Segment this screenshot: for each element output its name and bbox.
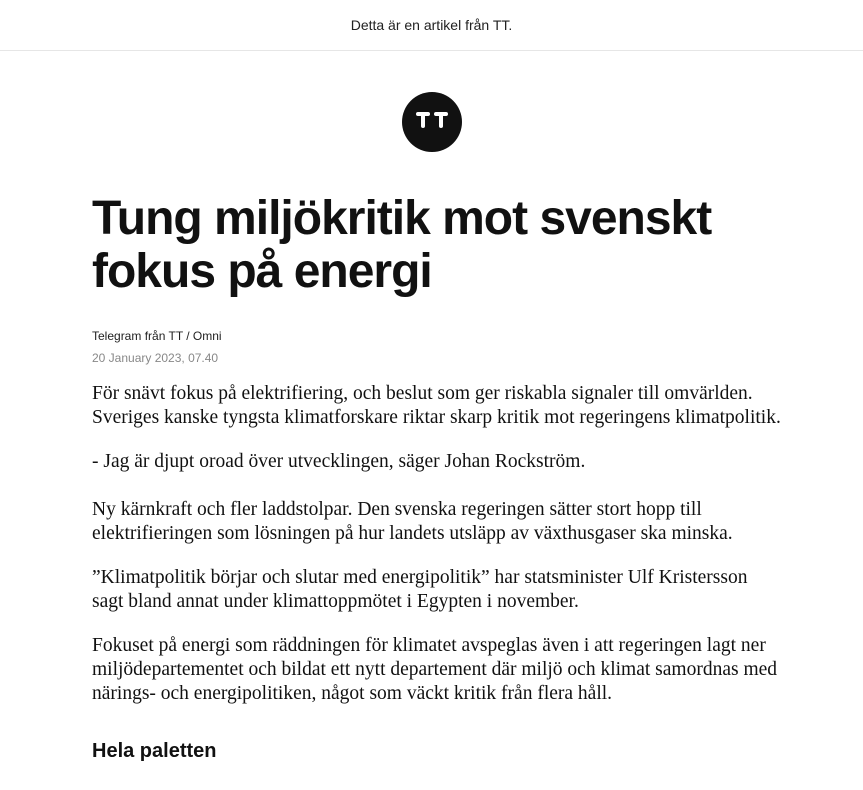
body-paragraph: ”Klimatpolitik börjar och slutar med energipolitik” har statsminister Ulf Kristersson sagt bland annat under klimattoppmötet i Egypten i november. <box>92 567 748 612</box>
publisher-logo[interactable] <box>402 92 462 152</box>
source-notice-bar <box>0 0 863 51</box>
source-notice: Detta är en artikel från TT. <box>350 17 513 33</box>
article-lead <box>92 382 782 474</box>
article-body <box>92 498 782 706</box>
section-heading: Hela paletten <box>92 740 217 762</box>
body-paragraph: Fokuset på energi som räddningen för klimatet avspeglas även i att regeringen lagt ner miljödepartementet och bildat ett nytt departement där miljö och klimat samordnas med närings- och energipolitiken, något som väckt kritik från flera håll. <box>92 635 778 704</box>
article-date: 20 January 2023, 07.40 <box>92 351 219 365</box>
lead-paragraph: För snävt fokus på elektrifiering, och beslut som ger riskabla signaler till omvärlden. Sveriges kanske tyngsta klimatforskare riktar skarp kritik mot regeringens klimatpolitik. <box>92 383 781 428</box>
article <box>92 192 782 763</box>
article-title: Tung miljökritik mot svenskt fokus på energi <box>92 192 712 298</box>
article-byline[interactable]: Telegram från TT / Omni <box>92 329 222 343</box>
body-paragraph: Ny kärnkraft och fler laddstolpar. Den svenska regeringen sätter stort hopp till elektrifieringen som lösningen på hur landets utsläpp av växthusgaser ska minska. <box>92 499 733 544</box>
lead-quote: - Jag är djupt oroad över utvecklingen, säger Johan Rockström. <box>92 451 586 472</box>
tt-logo-icon <box>402 92 462 152</box>
